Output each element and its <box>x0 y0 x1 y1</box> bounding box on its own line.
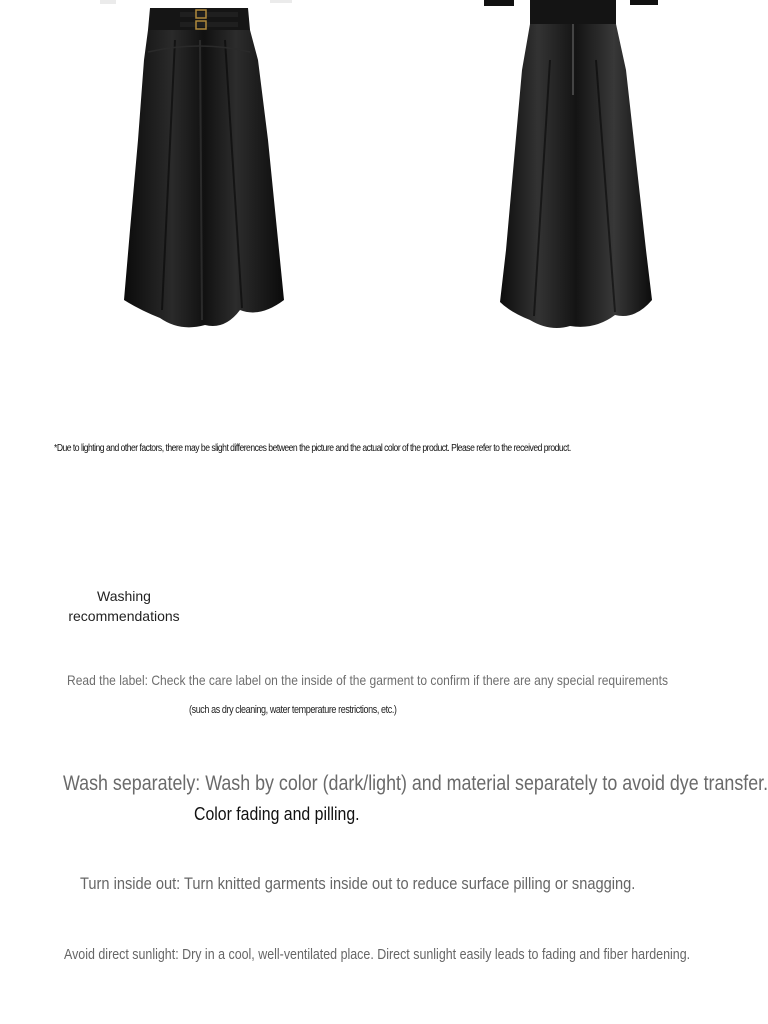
wash-separately-tip: Wash separately: Wash by color (dark/light) and material separately to avoid dye transfer. <box>63 772 768 795</box>
skirt-front-image <box>100 0 310 340</box>
turn-inside-out-tip: Turn inside out: Turn knitted garments inside out to reduce surface pilling or snagging. <box>80 874 636 893</box>
wash-separately-note: Color fading and pilling. <box>194 804 360 824</box>
read-label-note: (such as dry cleaning, water temperature restrictions, etc.) <box>189 704 397 716</box>
read-label-tip: Read the label: Check the care label on the inside of the garment to confirm if there are any special requirements <box>67 672 669 688</box>
washing-heading <box>54 586 194 626</box>
washing-heading-line2: recommendations <box>68 608 180 624</box>
skirt-back-image <box>470 0 680 340</box>
washing-heading-line1: Washing <box>97 588 151 604</box>
color-disclaimer: *Due to lighting and other factors, there may be slight differences between the picture and the actual color of the product. Please refer to the received product. <box>54 443 571 454</box>
product-images <box>0 0 768 340</box>
avoid-sunlight-tip: Avoid direct sunlight: Dry in a cool, well-ventilated place. Direct sunlight easily leads to fading and fiber hardening. <box>64 946 691 963</box>
